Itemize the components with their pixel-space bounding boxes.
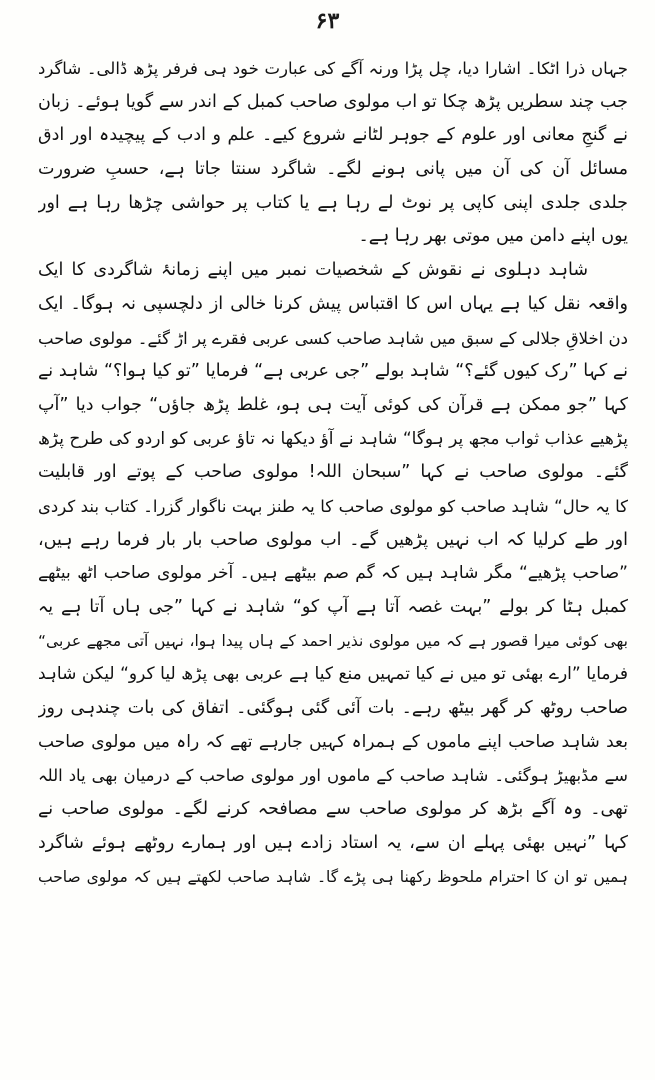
text-line: جہاں ذرا اٹکا۔ اشارا دیا، چل پڑا ورنہ آگے کی عبارت خود ہی فرفر پڑھ ڈالی۔ شاگرد xyxy=(38,59,628,78)
text-line: جب چند سطریں پڑھ چکا تو اب مولوی صاحب کمبل کے اندر سے گویا ہوئے۔ زبان xyxy=(38,91,628,112)
text-line: ہمیں تو ان کا احترام ملحوظ رکھنا ہی پڑے گا۔ شاہد صاحب لکھتے ہیں کہ مولوی صاحب xyxy=(38,867,628,886)
text-line: ”صاحب پڑھیے“ مگر شاہد ہیں کہ گم صم بیٹھے ہیں۔ آخر مولوی صاحب اٹھ بیٹھے xyxy=(38,563,628,584)
text-line: گئے۔ مولوی صاحب نے کہا ”سبحان اللہ! مولوی صاحب کے پوتے اور قابلیت xyxy=(38,462,628,483)
text-line: واقعہ نقل کیا ہے یہاں اس کا اقتباس پیش کرنا خالی از دلچسپی نہ ہوگا۔ ایک xyxy=(38,293,628,314)
text-line: سے مڈبھیڑ ہوگئی۔ شاہد صاحب کے ماموں اور مولوی صاحب کے درمیان بھی یاد اللہ xyxy=(38,766,628,786)
text-line: کا یہ حال“ شاہد صاحب کو مولوی صاحب کا یہ طنز بہت ناگوار گزرا۔ کتاب بند کردی xyxy=(38,496,628,516)
text-line: بعد شاہد صاحب اپنے ماموں کے ہمراہ کہیں جارہے تھے کہ راہ میں مولوی صاحب xyxy=(38,731,628,752)
text-line: اور طے کرلیا کہ اب نہیں پڑھیں گے۔ اب مولوی صاحب بار بار فرما رہے ہیں، xyxy=(38,529,628,550)
text-line: فرمایا ”ارے بھئی تو میں نے کیا تمہیں منع کیا ہے عربی بھی پڑھ لیا کرو“ لیکن شاہد xyxy=(38,664,628,685)
text-line: یوں اپنے دامن میں موتی بھر رہا ہے۔ xyxy=(358,226,628,247)
page-number: ۶۳ xyxy=(315,8,340,34)
text-line: نے کہا ”رک کیوں گئے؟“ شاہد بولے ”جی عربی ہے“ فرمایا ”تو کیا ہوا؟“ شاہد نے xyxy=(38,361,628,382)
text-line: نے گنجِ معانی اور علوم کے جوہر لٹانے شروع کیے۔ علم و ادب کے پیچیدہ اور ادق xyxy=(38,125,628,146)
text-line: کمبل ہٹا کر بولے ”بہت غصہ آتا ہے آپ کو“ شاہد نے کہا ”جی ہاں آتا ہے یہ xyxy=(38,597,628,617)
text-line: دن اخلاقِ جلالی کے سبق میں شاہد صاحب کسی عربی فقرے پر اڑ گئے۔ مولوی صاحب xyxy=(38,328,628,348)
text-line: کہا ”جو ممکن ہے قرآن کی کوئی آیت ہی ہو، غلط پڑھ جاؤں“ جواب دیا ”آپ xyxy=(38,394,628,415)
text-line: بھی کوئی میرا قصور ہے کہ میں مولوی نذیر احمد کے ہاں پیدا ہوا، نہیں آتی مجھے عربی“ xyxy=(38,631,628,650)
text-line: کہا ”نہیں بھئی پہلے ان سے، یہ استاد زادے ہیں اور ہمارے روٹھے ہوئے شاگرد xyxy=(38,832,628,853)
text-line: جلدی جلدی اپنی کاپی پر نوٹ لے رہا ہے یا کتاب پر حواشی چڑھا رہا ہے اور xyxy=(38,192,628,213)
body-text xyxy=(38,52,628,894)
text-line: مسائل آن کی آن میں پانی ہونے لگے۔ شاگرد سنتا جاتا ہے، حسبِ ضرورت xyxy=(38,159,628,180)
text-line: پڑھیے عذاب ثواب مجھ پر ہوگا“ شاہد نے آؤ دیکھا نہ تاؤ عربی کو اردو کی طرح پڑھ xyxy=(38,428,628,449)
text-line: شاہد دہلوی نے نقوش کے شخصیات نمبر میں اپنے زمانۂ شاگردی کا ایک xyxy=(38,260,588,281)
text-line: تھی۔ وہ آگے بڑھ کر مولوی صاحب سے مصافحہ کرنے لگے۔ مولوی صاحب نے xyxy=(38,799,628,820)
text-line: صاحب روٹھ کر گھر بیٹھ رہے۔ بات آئی گئی ہوگئی۔ اتفاق کی بات چندہی روز xyxy=(38,698,628,719)
